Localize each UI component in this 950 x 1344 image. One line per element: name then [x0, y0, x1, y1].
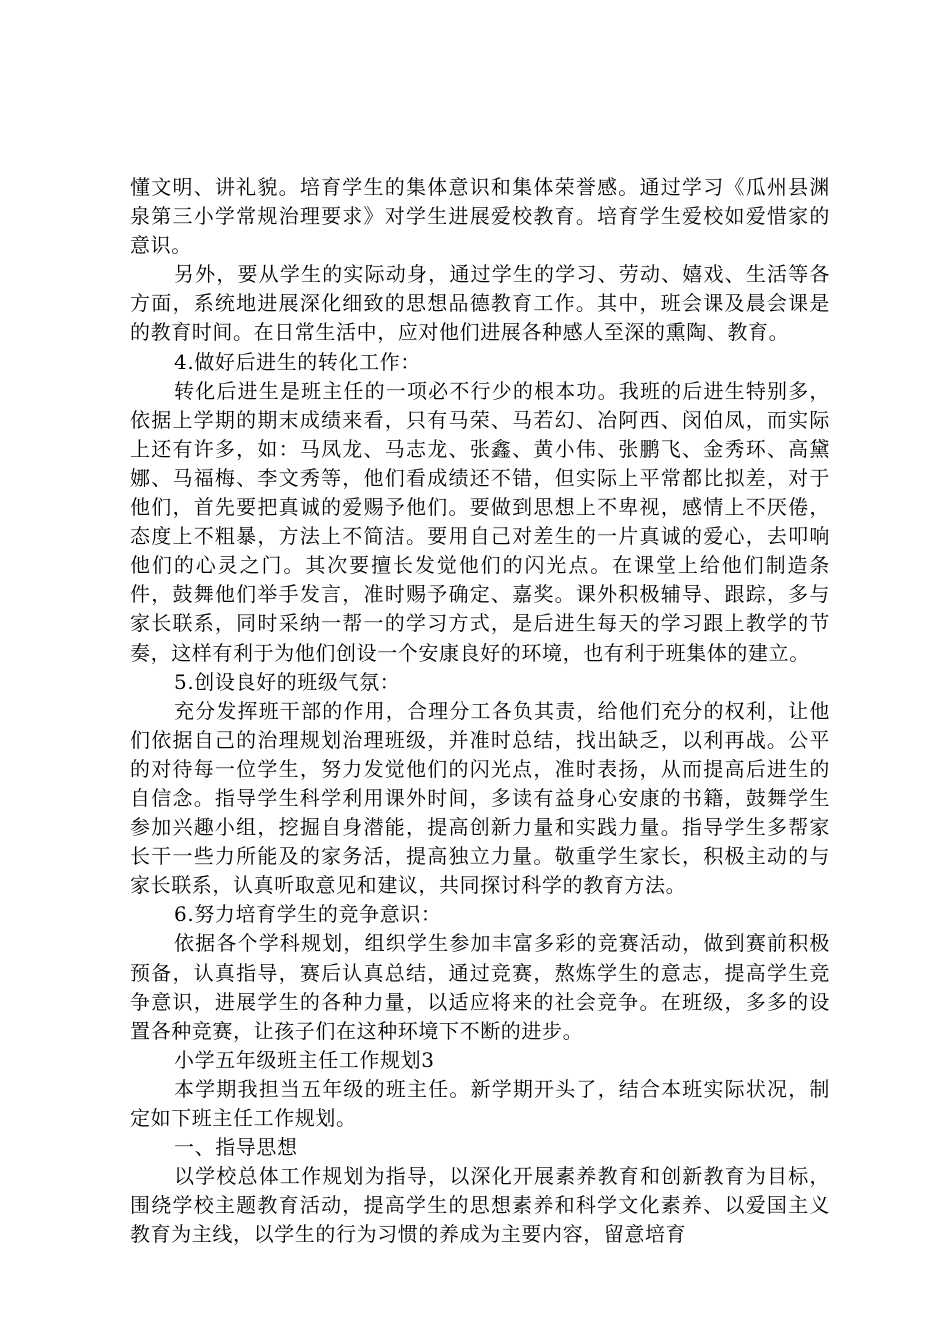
paragraph-1: 懂文明、讲礼貌。培育学生的集体意识和集体荣誉感。通过学习《瓜州县渊泉第三小学常规治理要求》对学生进展爱校教育。培育学生爱校如爱惜家的意识。 — [130, 175, 830, 258]
paragraph-7: 以学校总体工作规划为指导，以深化开展素养教育和创新教育为目标，围绕学校主题教育活动，提高学生的思想素养和科学文化素养、以爱国主义教育为主线，以学生的行为习惯的养成为主要内容，留意培育 — [130, 1164, 830, 1247]
section-heading-4: 4.做好后进生的转化工作： — [174, 349, 421, 374]
paragraph-6: 本学期我担当五年级的班主任。新学期开头了，结合本班实际状况，制定如下班主任工作规划。 — [130, 1076, 830, 1130]
section-heading-guiding-ideology: 一、指导思想 — [174, 1135, 298, 1160]
paragraph-3: 转化后进生是班主任的一项必不行少的根本功。我班的后进生特别多，依据上学期的期末成绩来看，只有马荣、马若幻、冶阿西、闵伯凤，而实际上还有许多，如：马凤龙、马志龙、张鑫、黄小伟、张鹏飞、金秀环、高黛娜、马福梅、李文秀等，他们看成绩还不错，但实际上平常都比拟差，对于他们，首先要把真诚的爱赐予他们。要做到思想上不卑视，感情上不厌倦，态度上不粗暴，方法上不简洁。要用自己对差生的一片真诚的爱心，去叩响他们的心灵之门。其次要擅长发觉他们的闪光点。在课堂上给他们制造条件，鼓舞他们举手发言，准时赐予确定、嘉奖。课外积极辅导、跟踪，多与家长联系，同时采纳一帮一的学习方式，是后进生每天的学习跟上教学的节奏，这样有利于为他们创设一个安康良好的环境，也有利于班集体的建立。 — [130, 378, 830, 665]
section-heading-6: 6.努力培育学生的竞争意识： — [174, 902, 442, 927]
paragraph-5: 依据各个学科规划，组织学生参加丰富多彩的竞赛活动，做到赛前积极预备，认真指导，赛后认真总结，通过竞赛，熬炼学生的意志，提高学生竞争意识，进展学生的各种力量，以适应将来的社会竞争。在班级，多多的设置各种竞赛，让孩子们在这种环境下不断的进步。 — [130, 931, 830, 1043]
paragraph-2: 另外，要从学生的实际动身，通过学生的学习、劳动、嬉戏、生活等各方面，系统地进展深化细致的思想品德教育工作。其中，班会课及晨会课是的教育时间。在日常生活中，应对他们进展各种感人至深的熏陶、教育。 — [130, 262, 830, 345]
document-title-3: 小学五年级班主任工作规划3 — [174, 1047, 435, 1072]
section-heading-5: 5.创设良好的班级气氛： — [174, 669, 401, 694]
document-body — [130, 173, 830, 1249]
paragraph-4: 充分发挥班干部的作用，合理分工各负其责，给他们充分的权利，让他们依据自己的治理规划治理班级，并准时总结，找出缺乏，以利再战。公平的对待每一位学生，努力发觉他们的闪光点，准时表扬，从而提高后进生的自信念。指导学生科学利用课外时间，多读有益身心安康的书籍，鼓舞学生参加兴趣小组，挖掘自身潜能，提高创新力量和实践力量。指导学生多帮家长干一些力所能及的家务活，提高独立力量。敬重学生家长，积极主动的与家长联系，认真听取意见和建议，共同探讨科学的教育方法。 — [130, 698, 830, 898]
